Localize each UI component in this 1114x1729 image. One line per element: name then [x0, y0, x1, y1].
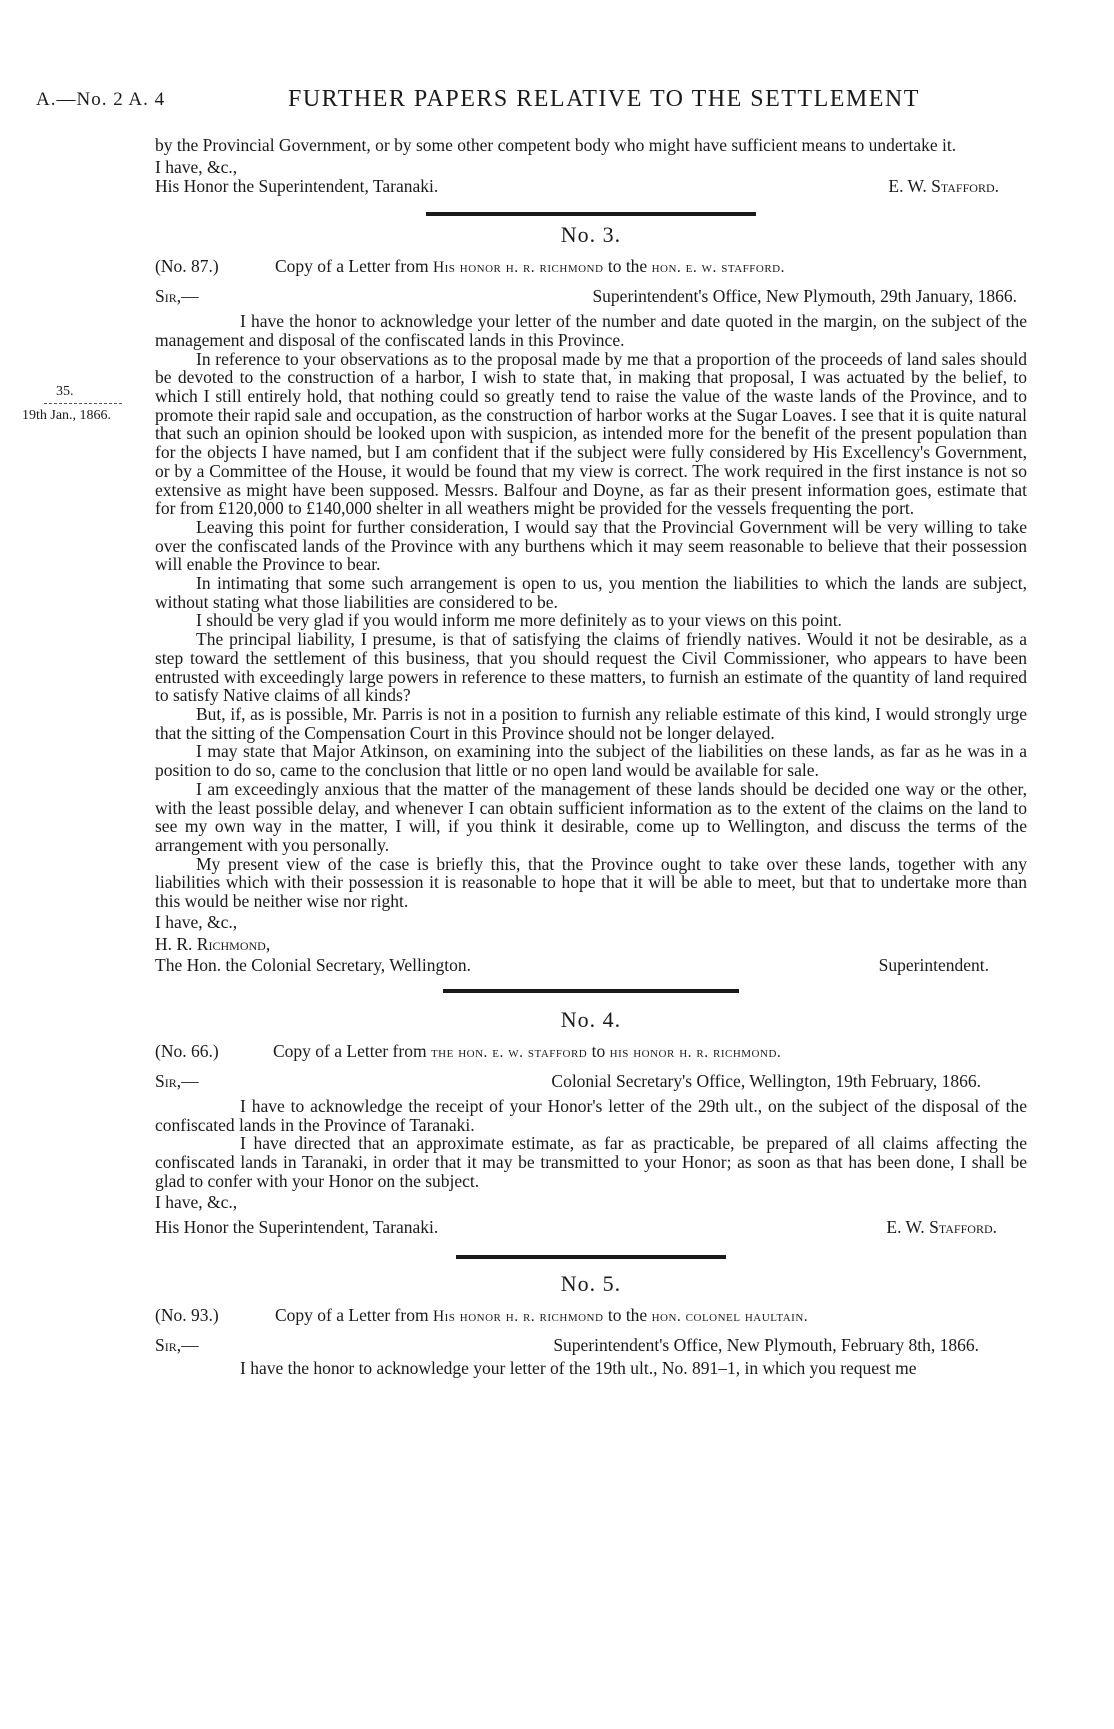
- margin-note-divider: [44, 403, 122, 404]
- signature-title: Superintendent.: [878, 955, 989, 976]
- letter-from: the hon. e. w. stafford: [430, 1043, 588, 1061]
- margin-note: [22, 383, 152, 424]
- place-date: Superintendent's Office, New Plymouth, 29th January, 1866.: [592, 285, 1017, 306]
- letter-paragraph: In reference to your observations as to the proposal made by me that a proportion of the proceeds of land sales should be devoted to the construction of a harbor, I wish to state that, in making that proposal, I was actuated by the belief, to which I still entirely hold, that nothing could so greatly tend to raise the value of the waste lands of the Province, and to promote their rapid sale and occupation, as the construction of harbor works at the Sugar Loaves. I see that it is quite natural that such an opinion should be looked upon with suspicion, as intended more for the benefit of the present population than for the objects I have named, but I am confident that if the subject were fully considered by His Excellency's Government, or by a Committee of the House, it would be found that my view is correct. The work required in the first instance is not so extensive as might have been supposed. Messrs. Balfour and Doyne, as far as their present information goes, estimate that for from £120,000 to £140,000 shelter in all weathers might be provided for the vessels frequenting the port.: [155, 348, 1027, 519]
- addressee: His Honor the Superintendent, Taranaki.: [155, 1217, 439, 1238]
- page-body: [155, 136, 1027, 1378]
- letter-paragraph: I have the honor to acknowledge your letter of the 19th ult., No. 891–1, in which you request me: [240, 1357, 917, 1378]
- addressee: The Hon. the Colonial Secretary, Wellington.: [155, 955, 471, 976]
- letter-to-word: to the: [607, 1304, 648, 1325]
- continuation-paragraph: by the Provincial Government, or by some other competent body who might have sufficient means to undertake it.: [155, 135, 957, 155]
- signature: H. R. Richmond,: [155, 934, 271, 955]
- section-divider: [426, 212, 756, 216]
- letter-heading: [155, 1306, 1027, 1327]
- document-reference: A.—No. 2 A. 4: [36, 89, 166, 110]
- salutation-row: [155, 1072, 1027, 1091]
- page-header: [36, 86, 1086, 116]
- letter-number: No. 3.: [560, 222, 622, 248]
- letter-heading-prefix: Copy of a Letter from: [275, 255, 429, 276]
- letter-from: His honor h. r. richmond: [432, 1307, 604, 1325]
- letter-heading: [155, 257, 1027, 278]
- letter-paragraph: I have directed that an approximate estimate, as far as practicable, be prepared of all claims affecting the confiscated lands in Taranaki, in order that it may be transmitted to your Honor; as soon as that has been done, I shall be glad to confer with your Honor on the subject.: [155, 1133, 1027, 1191]
- section-divider: [456, 1255, 726, 1259]
- margin-note-number: 35.: [56, 384, 74, 399]
- signature-row: [155, 1218, 1027, 1237]
- letter-paragraph: I have to acknowledge the receipt of your Honor's letter of the 29th ult., on the subject of the disposal of the confiscated lands in the Province of Taranaki.: [155, 1095, 1027, 1135]
- page-title: FURTHER PAPERS RELATIVE TO THE SETTLEMENT: [288, 86, 920, 112]
- letter-heading: [155, 1042, 1027, 1063]
- letter-number: No. 5.: [560, 1270, 622, 1296]
- letter-paragraph: My present view of the case is briefly this, that the Province ought to take over these lands, together with any liabilities which with their possession it is reasonable to hope that it will be able to meet, but that to undertake more than this would be neither wise nor right.: [155, 853, 1027, 912]
- letter-paragraph: I am exceedingly anxious that the matter of the management of these lands should be decided one way or the other, with the least possible delay, and whenever I can obtain sufficient information as to the extent of the claims on the land to see my own way in the matter, I will, if you think it desirable, come up to Wellington, and discuss the terms of the arrangement with you personally.: [155, 778, 1027, 855]
- letter-paragraph: In intimating that some such arrangement is open to us, you mention the liabilities to which the lands are subject, without stating what those liabilities are considered to be.: [155, 573, 1027, 612]
- closing-line: I have, &c.,: [155, 911, 238, 932]
- letter-number: No. 4.: [560, 1006, 622, 1032]
- addressee: His Honor the Superintendent, Taranaki.: [155, 176, 439, 197]
- salutation: Sir,—: [155, 285, 199, 306]
- section-divider: [443, 989, 739, 993]
- letter-paragraph: But, if, as is possible, Mr. Parris is not in a position to furnish any reliable estimate of this kind, I would strongly urge that the sitting of the Compensation Court in this Province should not be longer delayed.: [155, 703, 1027, 743]
- letter-paragraph: I should be very glad if you would inform me more definitely as to your views on this point.: [196, 610, 842, 631]
- letter-paragraph: The principal liability, I presume, is that of satisfying the claims of friendly natives. Would it not be desirable, as a step toward the settlement of this business, that you should request the Civil Commissioner, who appears to have been entrusted with exceedingly large powers in reference to these matters, to furnish an estimate of the quantity of land required to satisfy Native claims of all kinds?: [155, 629, 1027, 706]
- letter-from: His honor h. r. richmond: [432, 258, 604, 276]
- place-date: Colonial Secretary's Office, Wellington, 19th February, 1866.: [551, 1071, 981, 1092]
- letter-paragraph: Leaving this point for further consideration, I would say that the Provincial Government will be very willing to take over the confiscated lands of the Province with any burthens which it may seem reasonable to believe that their possession will enable the Province to bear.: [155, 516, 1027, 575]
- signature-row: [155, 177, 1027, 196]
- letter-to: hon. colonel haultain.: [651, 1307, 809, 1325]
- salutation-row: [155, 287, 1027, 306]
- salutation: Sir,—: [155, 1335, 199, 1356]
- letter-heading-prefix: Copy of a Letter from: [275, 1304, 429, 1325]
- letter-ref: (No. 93.): [155, 1304, 219, 1325]
- letter-heading-prefix: Copy of a Letter from: [273, 1040, 427, 1061]
- signature: E. W. Stafford.: [888, 176, 999, 197]
- closing-line: I have, &c.,: [155, 156, 238, 177]
- margin-note-date: 19th Jan., 1866.: [22, 408, 112, 423]
- signature: E. W. Stafford.: [886, 1217, 997, 1238]
- salutation: Sir,—: [155, 1071, 199, 1092]
- closing-line: I have, &c.,: [155, 1192, 238, 1213]
- letter-ref: (No. 87.): [155, 255, 219, 276]
- letter-to-word: to: [591, 1040, 606, 1061]
- letter-paragraph: I may state that Major Atkinson, on examining into the subject of the liabilities on these lands, as far as he was in a position to do so, came to the conclusion that little or no open land would be available for sale.: [155, 741, 1027, 781]
- letter-paragraph: I have the honor to acknowledge your letter of the number and date quoted in the margin, on the subject of the management and disposal of the confiscated lands in this Province.: [155, 311, 1027, 350]
- letter-to-word: to the: [607, 255, 648, 276]
- place-date: Superintendent's Office, New Plymouth, February 8th, 1866.: [553, 1335, 979, 1356]
- letter-to: his honor h. r. richmond.: [609, 1043, 782, 1061]
- letter-ref: (No. 66.): [155, 1040, 219, 1061]
- letter-to: hon. e. w. stafford.: [651, 258, 785, 276]
- signature-row: [155, 956, 1027, 975]
- salutation-row: [155, 1336, 1027, 1355]
